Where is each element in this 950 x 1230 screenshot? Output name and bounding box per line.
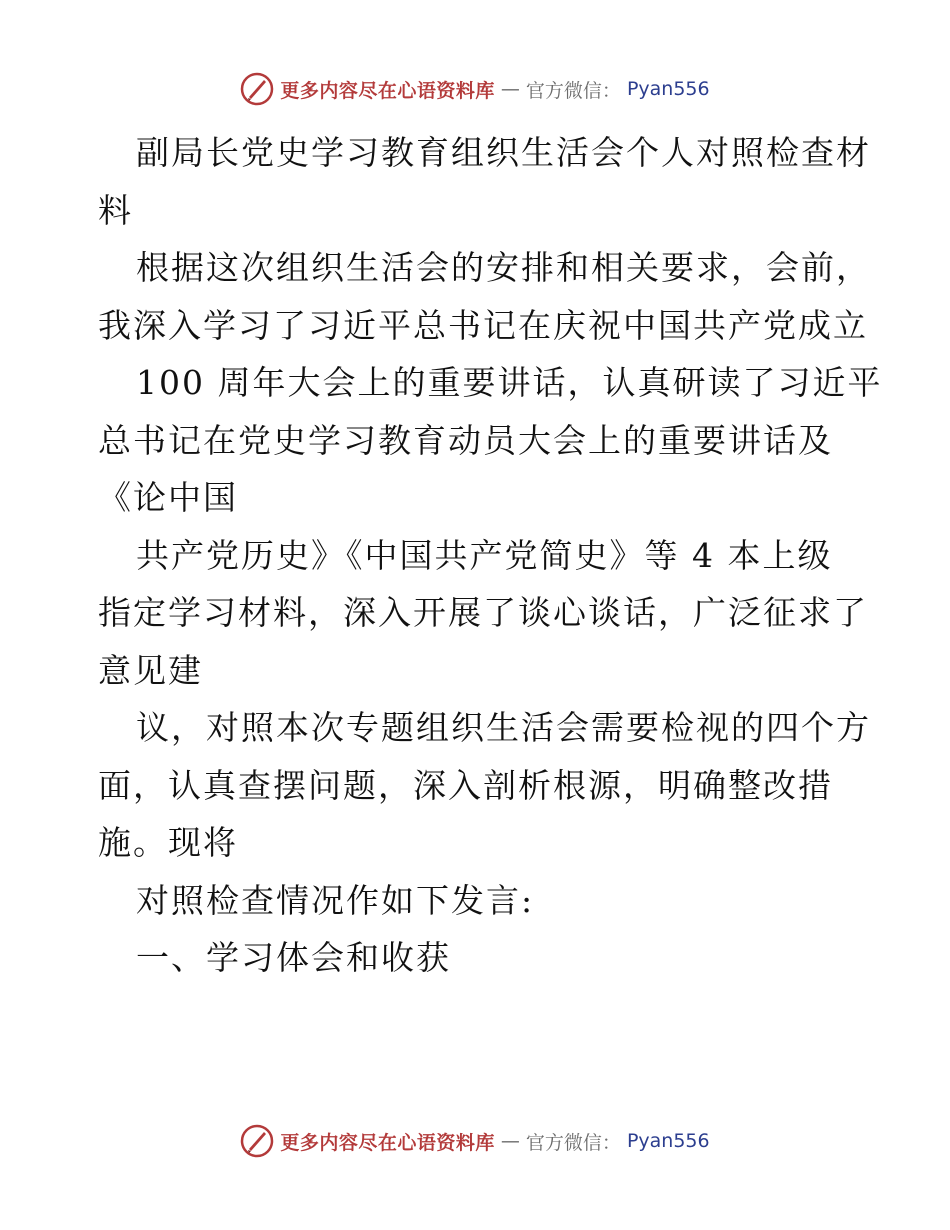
doc-line: 对照检查情况作如下发言: (136, 880, 535, 920)
document-body (98, 124, 883, 987)
doc-line: 100 周年大会上的重要讲话，认真研读了习近平 (136, 363, 883, 402)
quill-logo-icon (240, 72, 274, 106)
doc-line: 总书记在党史学习教育动员大会上的重要讲话及 (98, 420, 833, 460)
doc-line: 一、学习体会和收获 (136, 938, 451, 977)
doc-line: 意见建 (98, 650, 203, 690)
doc-line: 副局长党史学习教育组织生活会个人对照检查材 (136, 133, 871, 172)
doc-line: 根据这次组织生活会的安排和相关要求，会前， (136, 248, 871, 287)
doc-line: 施。现将 (98, 823, 238, 862)
doc-line: 我深入学习了习近平总书记在庆祝中国共产党成立 (98, 305, 868, 345)
doc-line: 议，对照本次专题组织生活会需要检视的四个方 (136, 708, 871, 747)
doc-line: 指定学习材料，深入开展了谈心谈话，广泛征求了 (98, 593, 868, 632)
watermark-brand: 更多内容尽在心语资料库 (280, 79, 495, 102)
header-watermark (0, 72, 950, 106)
doc-line: 料 (98, 190, 133, 230)
quill-logo-icon (240, 1124, 274, 1158)
watermark-dash: — (500, 1130, 520, 1152)
watermark-handle: Pyan556 (626, 1130, 710, 1152)
doc-line: 共产党历史》《中国共产党简史》等 4 本上级 (136, 535, 833, 575)
doc-line: 面，认真查摆问题，深入剖析根源，明确整改措 (98, 765, 833, 805)
watermark-label: 官方微信： (525, 79, 621, 102)
watermark-label: 官方微信： (525, 1131, 621, 1154)
watermark-dash: — (500, 78, 520, 100)
watermark-handle: Pyan556 (626, 78, 710, 100)
doc-line: 《论中国 (98, 478, 238, 517)
footer-watermark (0, 1124, 950, 1158)
watermark-brand: 更多内容尽在心语资料库 (280, 1131, 495, 1154)
